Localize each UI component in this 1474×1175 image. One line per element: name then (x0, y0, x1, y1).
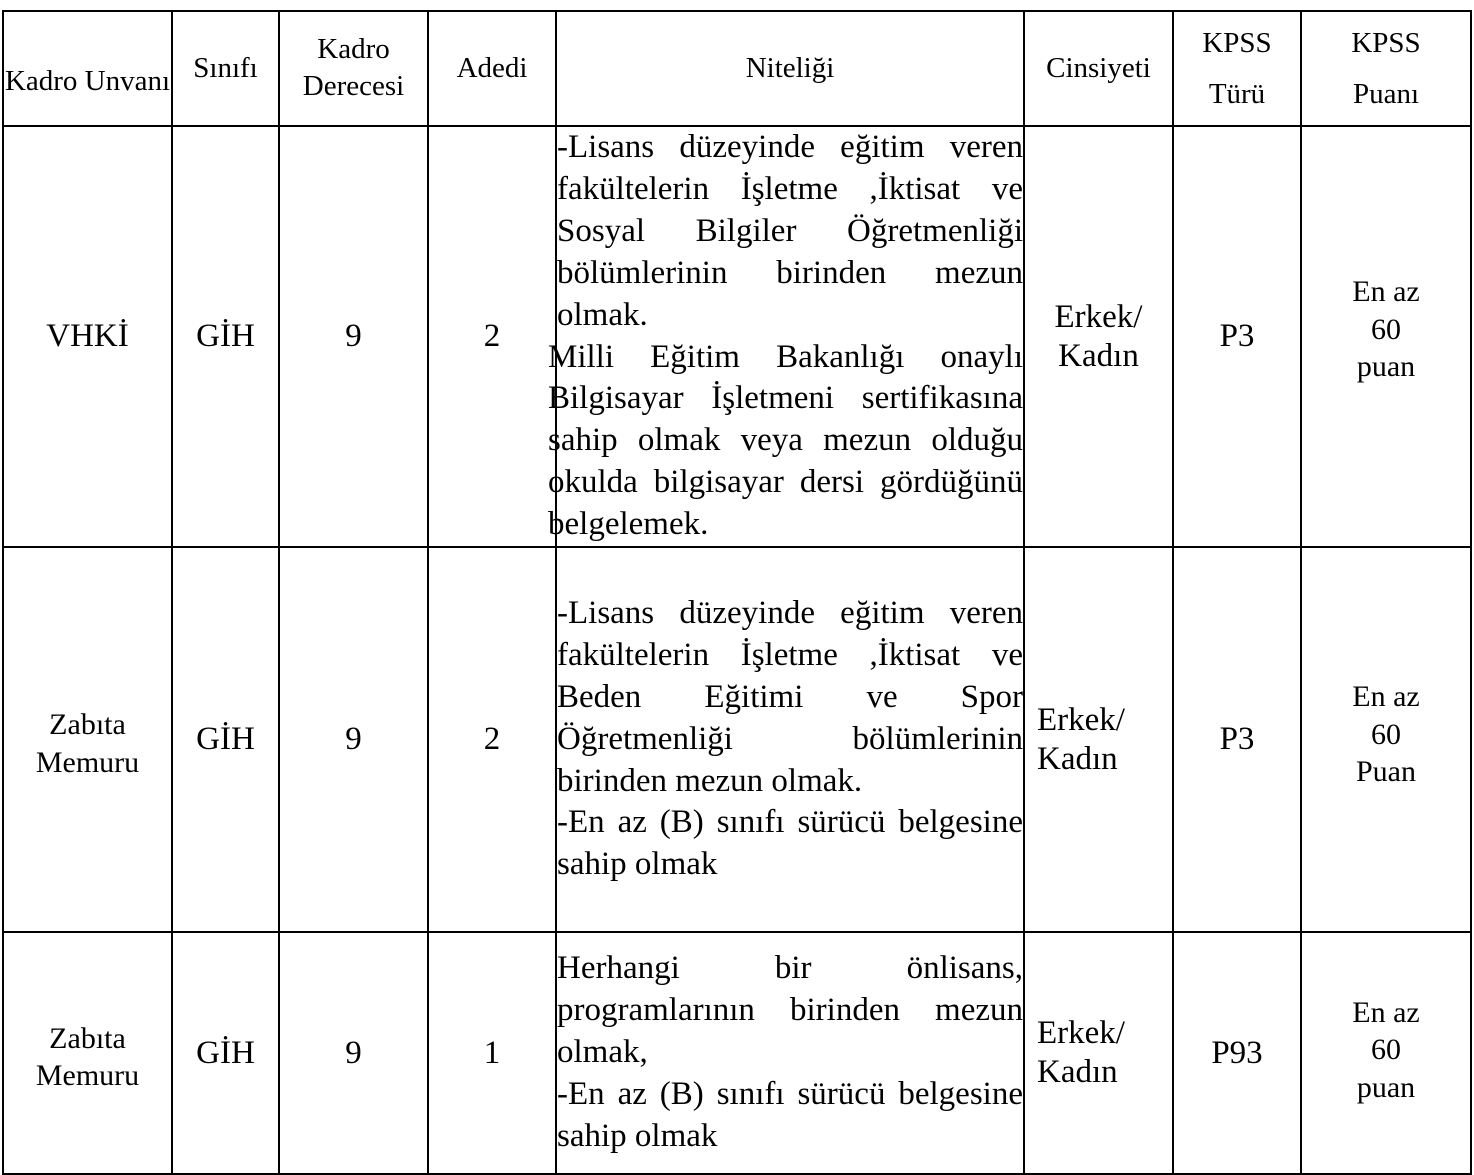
cell-kadro-unvani: Zabıta Memuru (3, 932, 172, 1174)
niteligi-paragraph: -Lisans düzeyinde eğitim veren fakültelerin İşletme ,İktisat ve Sosyal Bilgiler Öğretmenliği bölümlerinin birinden mezun olmak. (557, 129, 1023, 333)
header-sinifi: Sınıfı (172, 11, 279, 126)
cell-sinifi: GİH (172, 547, 279, 932)
cell-niteligi (556, 932, 1024, 1174)
cell-kpss-puani: En az 60 puan (1301, 126, 1471, 547)
niteligi-paragraph: Herhangi bir önlisans, programlarının birinden mezun olmak, (557, 950, 1023, 1071)
cell-sinifi: GİH (172, 126, 279, 547)
cell-kadro-unvani: VHKİ (3, 126, 172, 547)
cell-cinsiyeti: Erkek/ Kadın (1024, 547, 1173, 932)
cell-kpss-turu: P3 (1173, 126, 1301, 547)
header-row (3, 11, 1471, 126)
table-row (3, 547, 1471, 932)
header-kadro-derecesi: Kadro Derecesi (279, 11, 428, 126)
cell-kpss-turu: P3 (1173, 547, 1301, 932)
cell-kpss-puani: En az 60 Puan (1301, 547, 1471, 932)
niteligi-paragraph: -Lisans düzeyinde eğitim veren fakültelerin İşletme ,İktisat ve Beden Eğitimi ve Spor Öğretmenliği bölümlerinin birinden mezun olmak. (557, 594, 1023, 799)
table-row (3, 126, 1471, 547)
niteligi-paragraph: -En az (B) sınıfı sürücü belgesine sahip olmak (557, 804, 1023, 883)
cell-kpss-turu: P93 (1173, 932, 1301, 1174)
cell-kadro-derecesi: 9 (279, 126, 428, 547)
niteligi-paragraph: -En az (B) sınıfı sürücü belgesine sahip olmak (557, 1076, 1023, 1154)
cell-adedi: 1 (428, 932, 556, 1174)
header-cinsiyeti: Cinsiyeti (1024, 11, 1173, 126)
header-kpss-turu: KPSS Türü (1173, 11, 1301, 126)
cell-adedi: 2 (428, 547, 556, 932)
cell-sinifi: GİH (172, 932, 279, 1174)
cell-niteligi (556, 547, 1024, 932)
header-niteligi: Niteliği (556, 11, 1024, 126)
cell-kadro-derecesi: 9 (279, 932, 428, 1174)
table-row (3, 932, 1471, 1174)
cell-cinsiyeti: Erkek/ Kadın (1024, 932, 1173, 1174)
cell-cinsiyeti: Erkek/ Kadın (1024, 126, 1173, 547)
header-kadro-unvani: Kadro Unvanı (3, 11, 172, 126)
cell-niteligi (548, 126, 1024, 547)
kadro-table (2, 10, 1472, 1175)
cell-kadro-derecesi: 9 (279, 547, 428, 932)
header-kpss-puani: KPSS Puanı (1301, 11, 1471, 126)
cell-adedi: 2 (428, 126, 556, 547)
header-adedi: Adedi (428, 11, 556, 126)
cell-kpss-puani: En az 60 puan (1301, 932, 1471, 1174)
niteligi-paragraph: Milli Eğitim Bakanlığı onaylı Bilgisayar İşletmeni sertifikasına sahip olmak veya mezun olduğu okulda bilgisayar dersi gördüğünü belgelemek. (548, 338, 1023, 543)
cell-kadro-unvani: Zabıta Memuru (3, 547, 172, 932)
